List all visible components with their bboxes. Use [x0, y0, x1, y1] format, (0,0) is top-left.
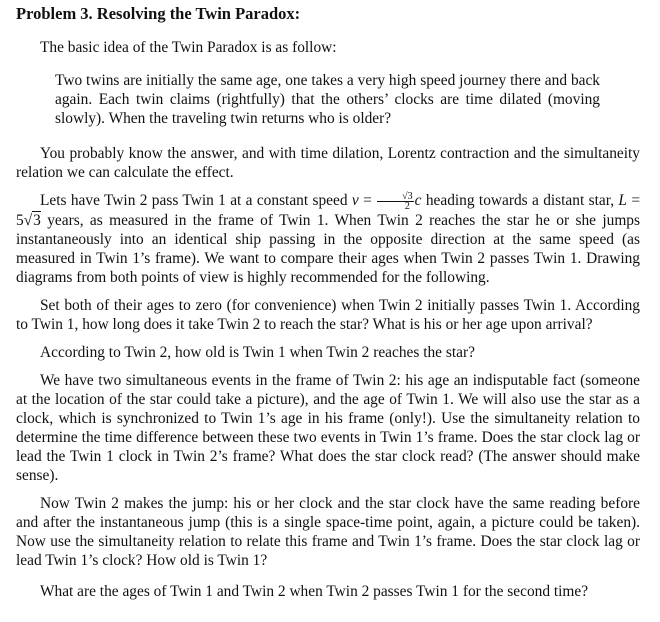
math-L: L [618, 192, 627, 209]
math-sqrt-arg: 3 [33, 211, 41, 229]
problem-title: Problem 3. Resolving the Twin Paradox: [16, 4, 301, 23]
paragraph-7: What are the ages of Twin 1 and Twin 2 when Twin 2 passes Twin 1 for the second time? [40, 582, 589, 600]
paragraph-6: Now Twin 2 makes the jump: his or her clock and the star clock have the same reading before and after the instantaneous jump (this is a single space-time point, again, a picture could be taken). Now use the simultaneity relation to relate this frame and Twin 1’s frame. Does the star clock lag or lead Twin 1’s clock? How old is Twin 1? [16, 494, 640, 569]
math-v: v [351, 192, 359, 209]
math-eq: = 5√ [16, 192, 641, 229]
math-c: c [414, 192, 422, 209]
text: Lets have Twin 2 pass Twin 1 at a constant speed [40, 192, 352, 209]
text: heading towards a distant star, [421, 192, 619, 209]
paragraph-2 [16, 191, 640, 287]
text: years, as measured in the frame of Twin 1. When Twin 2 reaches the star he or she jumps instantaneously into an identical ship passing in the opposite direction at the same speed (as measured in Twin 1’s frame). We want to compare their ages when Twin 2 passes Twin 1. Drawing diagrams from both points of view is highly recommended for the following. [16, 211, 640, 286]
paragraph-5: We have two simultaneous events in the frame of Twin 2: his age an indisputable fact (someone at the location of the star could take a picture), and the age of Twin 1. We will also use the star as a clock, which is synchronized to Twin 1’s age in his frame (only!). Use the simultaneity relation to determine the time difference between these two events in Twin 1’s frame. Does the star clock lag or lead the Twin 1 clock in Twin 2’s frame? What does the star clock read? (The answer should make sense). [16, 371, 640, 484]
math-fraction [377, 192, 414, 211]
intro-paragraph: The basic idea of the Twin Paradox is as follow: [40, 39, 337, 56]
paragraph-1: You probably know the answer, and with time dilation, Lorentz contraction and the simultaneity relation we can calculate the effect. [16, 145, 640, 181]
fraction-numerator: √3 [377, 192, 414, 202]
fraction-denominator: 2 [404, 200, 410, 212]
paragraph-4: According to Twin 2, how old is Twin 1 when Twin 2 reaches the star? [40, 343, 475, 361]
paragraph-3: Set both of their ages to zero (for convenience) when Twin 2 initially passes Twin 1. According to Twin 1, how long does it take Twin 2 to reach the star? What is his or her age upon arrival? [16, 296, 640, 333]
quoted-paragraph: Two twins are initially the same age, one takes a very high speed journey there and back again. Each twin claims (rightfully) that the others’ clocks are time dilated (moving slowly). When the traveling twin returns who is older? [55, 72, 600, 127]
math-eq: = [358, 192, 377, 209]
